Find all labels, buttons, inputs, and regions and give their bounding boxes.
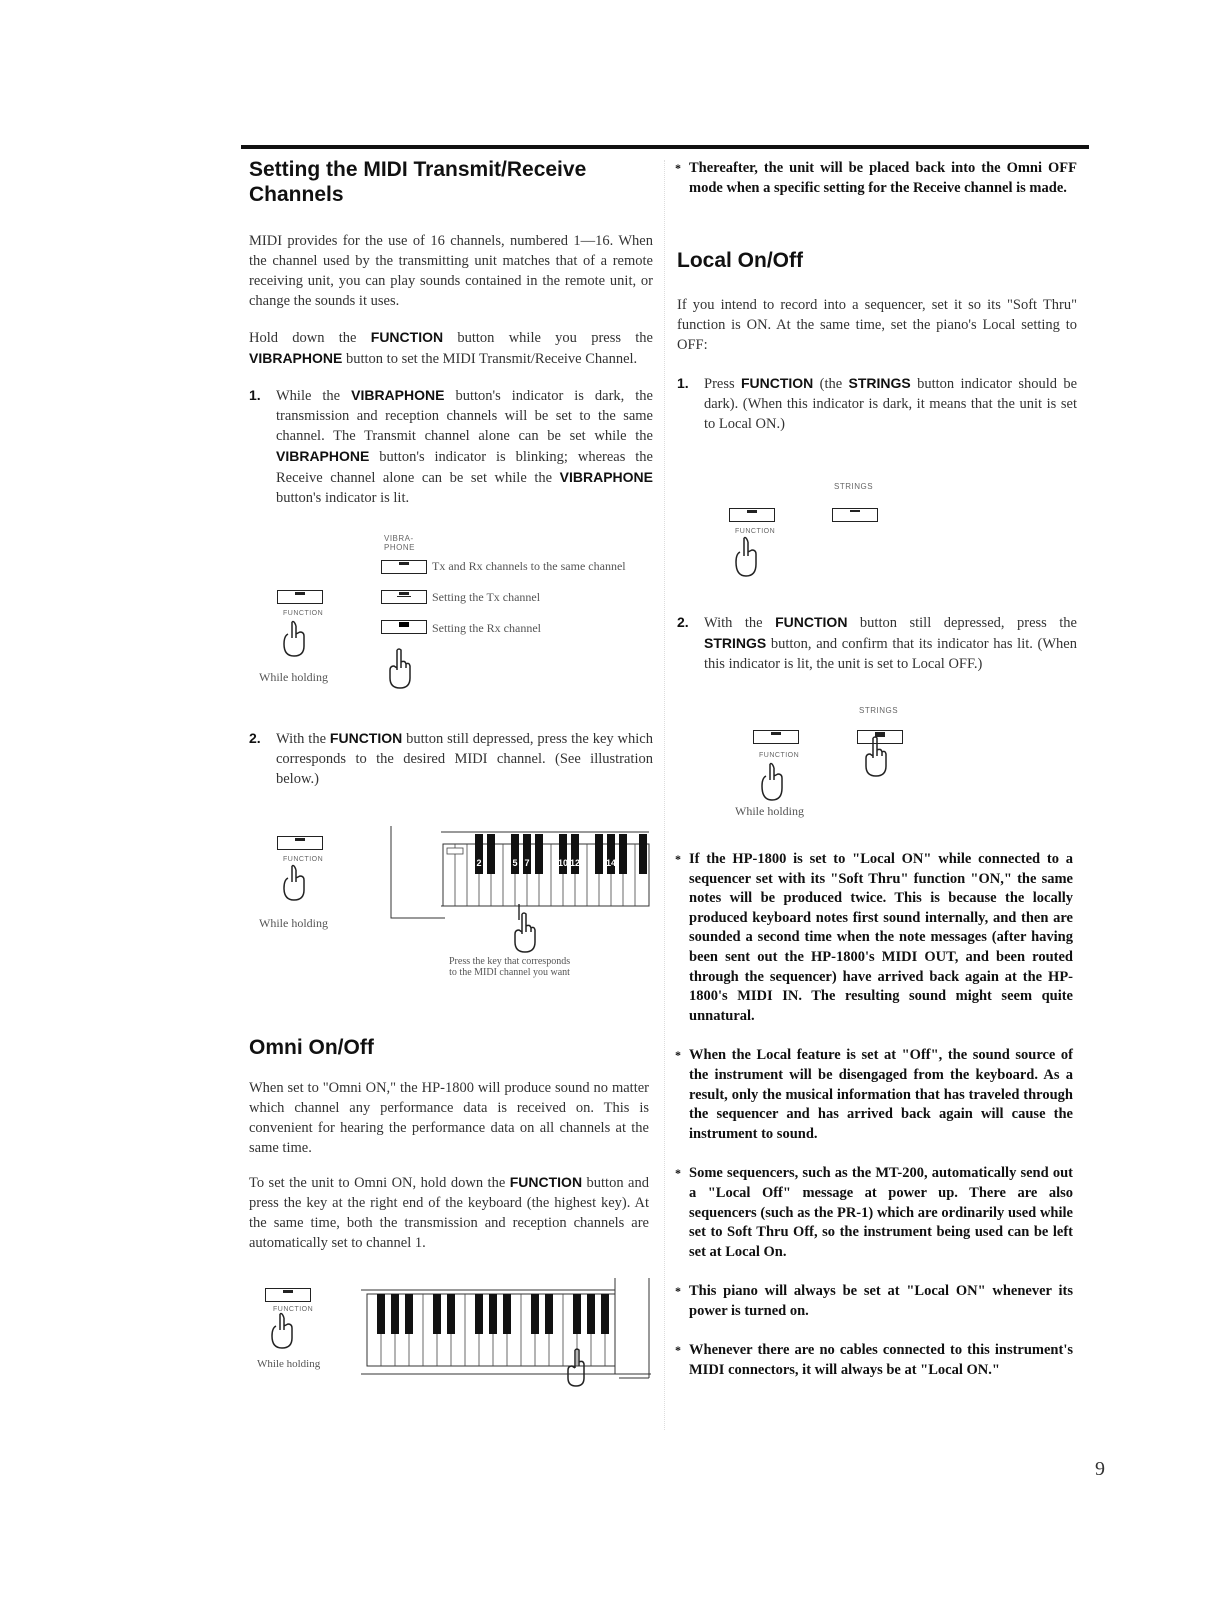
vibraphone-label: VIBRA- PHONE [384,534,415,552]
hold-instruction: Hold down the FUNCTION button while you press the VIBRAPHONE button to set the MIDI Transmit/Receive Channel. [249,329,653,367]
key-number: 14 [605,858,617,868]
row-tx-channel: Setting the Tx channel [432,590,541,604]
function-label: FUNCTION [283,610,324,617]
pressing-hand-icon [860,736,894,780]
key-number: 12 [569,858,581,868]
while-holding-label: While holding [735,804,804,818]
function-label: FUNCTION [283,856,324,863]
local-heading: Local On/Off [677,249,803,273]
pressing-hand-icon [509,912,543,956]
pressing-hand-icon [384,648,418,692]
while-holding-label: While holding [257,1358,321,1370]
vibraphone-figure [249,530,659,700]
omni-paragraph-2: To set the unit to Omni ON, hold down the FUNCTION button and press the key at the right end of the keyboard (the highest key). At the same time, both the transmission and reception channels are automatically set to channel 1. [249,1174,649,1251]
holding-hand-icon [279,620,309,660]
local-step-1: 1. Press FUNCTION (the STRINGS button indicator should be dark). (When this indicator is dark, it means that the unit is set to Local ON.) [677,375,1078,433]
note-item: * When the Local feature is set at "Off", the sound source of the instrument will be disengaged from the keyboard. As a result, only the musical information that has traveled through the sequencer and has arrived back again will cause the instrument to sound. [675,1047,1073,1142]
vibraphone-button-blinking[interactable] [381,590,427,604]
column-divider [664,160,665,1430]
note-item: * Whenever there are no cables connected to this instrument's MIDI connectors, it will always be at "Local ON." [675,1342,1073,1379]
right-column [677,155,1077,434]
key-number: 5 [512,858,518,868]
omni-off-note: * Thereafter, the unit will be placed back into the Omni OFF mode when a specific setting for the Receive channel is made. [675,160,1077,196]
page-number: 9 [1095,1458,1105,1480]
key-number: 10 [557,858,569,868]
vibraphone-button-lit[interactable] [381,620,427,634]
row-rx-channel: Setting the Rx channel [432,621,541,635]
key-number: 2 [476,858,482,868]
omni-keyboard-figure [249,1278,659,1398]
strings-lit-figure [677,702,1077,826]
key-number: 7 [524,858,530,868]
holding-hand-icon [279,864,309,904]
strings-label: STRINGS [859,706,899,715]
pressing-hand-icon [564,1348,594,1388]
midi-intro-paragraph: MIDI provides for the use of 16 channels, numbered 1—16. When the channel used by the transmitting unit matches that of a remote receiving unit, you can play sounds contained in the remote unit, or change the sounds it uses. [249,233,653,309]
omni-paragraph-1: When set to "Omni ON," the HP-1800 will produce sound no matter which channel any performance data is received on. This is convenient for hearing the performance data on all channels at the same time. [249,1080,649,1156]
strings-button[interactable] [832,508,878,522]
step-1: 1. While the VIBRAPHONE button's indicator is dark, the transmission and reception channels will be set to the same channel. The Transmit channel alone can be set while the VIBRAPHONE button's indicator is blinking; whereas the Receive channel alone can be set while the VIBRAPHONE button's indicator is lit. [249,387,653,506]
function-button[interactable] [753,730,799,744]
function-button[interactable] [729,508,775,522]
local-intro-paragraph: If you intend to record into a sequencer, set it so its "Soft Thru" function is ON. At the same time, set the piano's Local setting to OFF: [677,297,1077,354]
function-button[interactable] [265,1288,311,1302]
function-label: FUNCTION [735,528,776,535]
strings-dark-figure [677,478,1077,588]
note-item: * If the HP-1800 is set to "Local ON" while connected to a sequencer set with its "Soft Thru" function "ON," the same notes will be produced twice. This is because the locally produced keyboard notes first sound internally, and then are sounded a second time when the note messages (after having been sent out the HP-1800's MIDI OUT, and been routed through the sequencer) have arrived back again at the HP-1800's MIDI IN. The resulting sound might seem quite unnatural. [675,851,1073,1024]
function-label: FUNCTION [273,1306,314,1313]
row-same-channel: Tx and Rx channels to the same channel [432,559,626,573]
keyboard-caption: Press the key that corresponds to the MIDI channel you want [449,956,571,978]
holding-hand-icon [757,762,787,804]
function-label: FUNCTION [759,752,800,759]
midi-channels-heading: Setting the MIDI Transmit/Receive Channels [249,158,587,206]
omni-section [249,1035,649,1253]
strings-label: STRINGS [834,482,874,491]
note-item: * This piano will always be set at "Local ON" whenever its power is turned on. [675,1283,1073,1319]
piano-keyboard[interactable] [361,1278,651,1388]
function-button[interactable] [277,590,323,604]
step-2: 2. With the FUNCTION button still depressed, press the key which corresponds to the desired MIDI channel. (See illustration below.) [249,730,653,787]
vibraphone-button-dark[interactable] [381,560,427,574]
function-button[interactable] [277,836,323,850]
while-holding-label: While holding [259,670,328,684]
left-column [249,155,653,508]
holding-hand-icon [731,536,761,580]
top-rule [241,145,1089,149]
omni-heading: Omni On/Off [249,1036,374,1059]
piano-keyboard[interactable] [389,824,651,920]
while-holding-label: While holding [259,916,328,930]
local-notes [677,850,1073,1381]
channel-keyboard-figure [249,824,659,994]
note-item: * Some sequencers, such as the MT-200, automatically send out a "Local Off" message at power up. There are also sequencers (such as the PR-1) which are ordinarily used while set to Soft Thru Off, so the instrument being used can be left set at Local On. [675,1165,1073,1260]
local-step-2: 2. With the FUNCTION button still depressed, press the STRINGS button, and confirm that its indicator has lit. (When this indicator is lit, the unit is set to Local OFF.) [677,614,1077,672]
holding-hand-icon [267,1312,297,1352]
